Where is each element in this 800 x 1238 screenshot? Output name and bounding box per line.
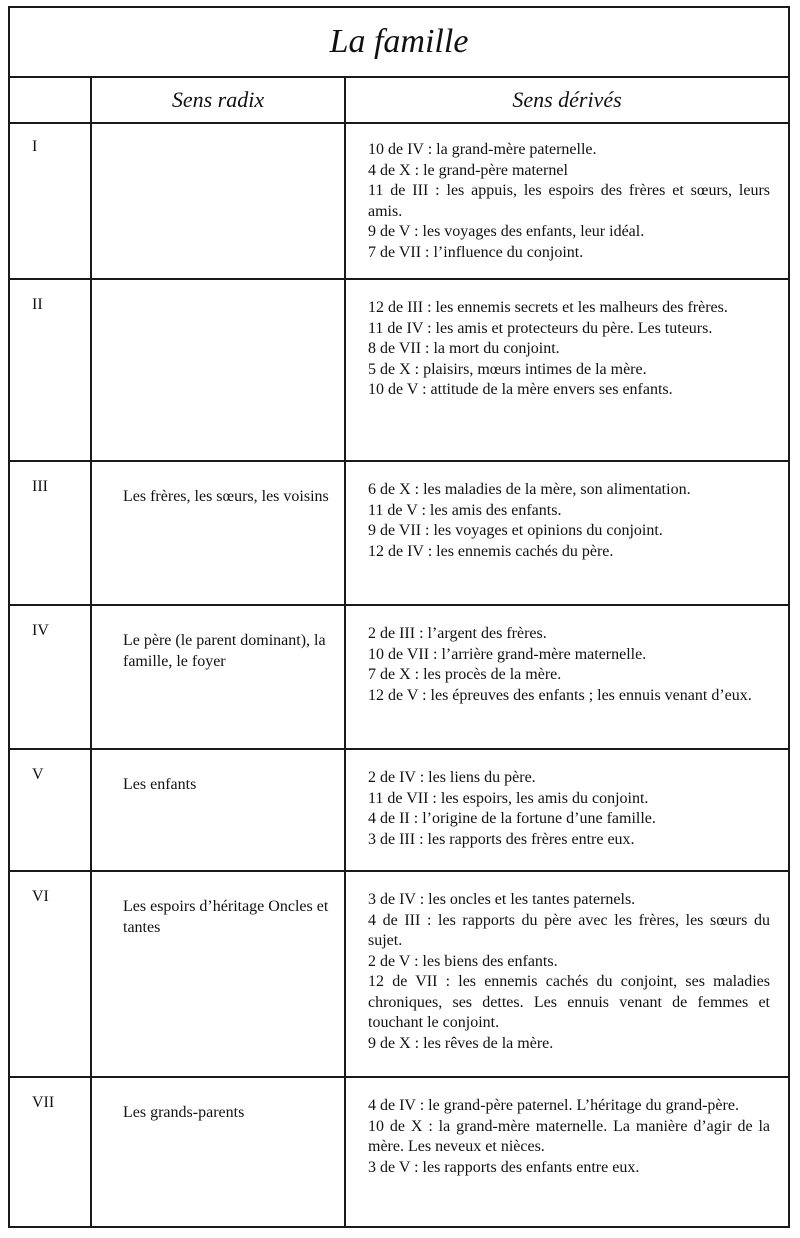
derived-meaning: 3 de IV : les oncles et les tantes paternels.	[368, 891, 636, 908]
derived-meaning: 9 de X : les rêves de la mère.	[368, 1034, 554, 1052]
sens-derives-cell	[368, 768, 770, 850]
derived-meaning: 4 de IV : le grand-père paternel. L’héritage du grand-père.	[368, 1097, 739, 1114]
house-number: I	[32, 138, 38, 155]
derived-meaning: 8 de VII : la mort du conjoint.	[368, 340, 560, 357]
sens-derives-cell	[368, 140, 770, 263]
derived-meaning: 4 de II : l’origine de la fortune d’une famille.	[368, 810, 656, 827]
house-number: VII	[32, 1094, 55, 1111]
derived-meaning: 11 de IV : les amis et protecteurs du père. Les tuteurs.	[368, 319, 713, 337]
derived-meaning: 6 de X : les maladies de la mère, son alimentation.	[368, 481, 691, 498]
derived-meaning: 2 de IV : les liens du père.	[368, 769, 536, 786]
sens-radix-cell: Les grands-parents	[123, 1104, 245, 1121]
house-number: V	[32, 766, 44, 783]
sens-derives-cell	[368, 890, 770, 1054]
house-number: IV	[32, 622, 49, 639]
derived-meaning: 10 de VII : l’arrière grand-mère maternelle.	[368, 645, 647, 663]
house-number: VI	[32, 888, 49, 905]
table-row	[10, 1078, 788, 1224]
derived-meaning: 12 de VII : les ennemis cachés du conjoint, ses maladies chroniques, ses dettes. Les ennuis venant de femmes et touchant le conjoint.	[368, 973, 770, 1031]
house-number: II	[32, 296, 43, 313]
derived-meaning: 9 de V : les voyages des enfants, leur idéal.	[368, 223, 645, 240]
family-table	[8, 6, 790, 1228]
derived-meaning: 4 de X : le grand-père maternel	[368, 161, 568, 179]
derived-meaning: 9 de VII : les voyages et opinions du conjoint.	[368, 522, 663, 539]
derived-meaning: 7 de X : les procès de la mère.	[368, 666, 562, 683]
derived-meaning: 11 de V : les amis des enfants.	[368, 501, 562, 519]
header-number	[10, 78, 90, 122]
table-row	[10, 462, 788, 606]
header-sens-derives: Sens dérivés	[512, 87, 622, 112]
header-row	[10, 78, 788, 124]
table-title: La famille	[10, 8, 788, 78]
derived-meaning: 2 de V : les biens des enfants.	[368, 952, 558, 970]
sens-derives-cell	[368, 298, 770, 401]
derived-meaning: 10 de X : la grand-mère maternelle. La manière d’agir de la mère. Les neveux et nièces.	[368, 1117, 770, 1155]
table-row	[10, 750, 788, 872]
derived-meaning: 12 de IV : les ennemis cachés du père.	[368, 542, 614, 560]
derived-meaning: 2 de III : l’argent des frères.	[368, 625, 547, 642]
house-number: III	[32, 478, 48, 495]
table-row	[10, 280, 788, 462]
table-row	[10, 872, 788, 1078]
sens-derives-cell	[368, 480, 770, 562]
derived-meaning: 5 de X : plaisirs, mœurs intimes de la mère.	[368, 360, 647, 378]
table-row	[10, 122, 788, 280]
table-row	[10, 606, 788, 750]
derived-meaning: 11 de VII : les espoirs, les amis du conjoint.	[368, 789, 649, 807]
derived-meaning: 10 de IV : la grand-mère paternelle.	[368, 141, 597, 158]
derived-meaning: 3 de V : les rapports des enfants entre eux.	[368, 1158, 640, 1176]
sens-radix-cell: Les frères, les sœurs, les voisins	[123, 488, 329, 505]
header-sens-radix: Sens radix	[171, 87, 265, 112]
sens-radix-cell: Le père (le parent dominant), la famille, le foyer	[123, 632, 326, 670]
sens-radix-cell: Les espoirs d’héritage Oncles et tantes	[123, 898, 329, 936]
derived-meaning: 3 de III : les rapports des frères entre eux.	[368, 830, 635, 848]
sens-derives-cell	[368, 624, 770, 706]
derived-meaning: 12 de V : les épreuves des enfants ; les ennuis venant d’eux.	[368, 686, 752, 704]
derived-meaning: 11 de III : les appuis, les espoirs des frères et sœurs, leurs amis.	[368, 182, 770, 220]
derived-meaning: 7 de VII : l’influence du conjoint.	[368, 243, 584, 261]
sens-radix-cell: Les enfants	[123, 776, 197, 793]
derived-meaning: 12 de III : les ennemis secrets et les malheurs des frères.	[368, 299, 728, 316]
derived-meaning: 4 de III : les rapports du père avec les frères, les sœurs du sujet.	[368, 911, 770, 949]
sens-derives-cell	[368, 1096, 770, 1178]
derived-meaning: 10 de V : attitude de la mère envers ses enfants.	[368, 381, 673, 398]
